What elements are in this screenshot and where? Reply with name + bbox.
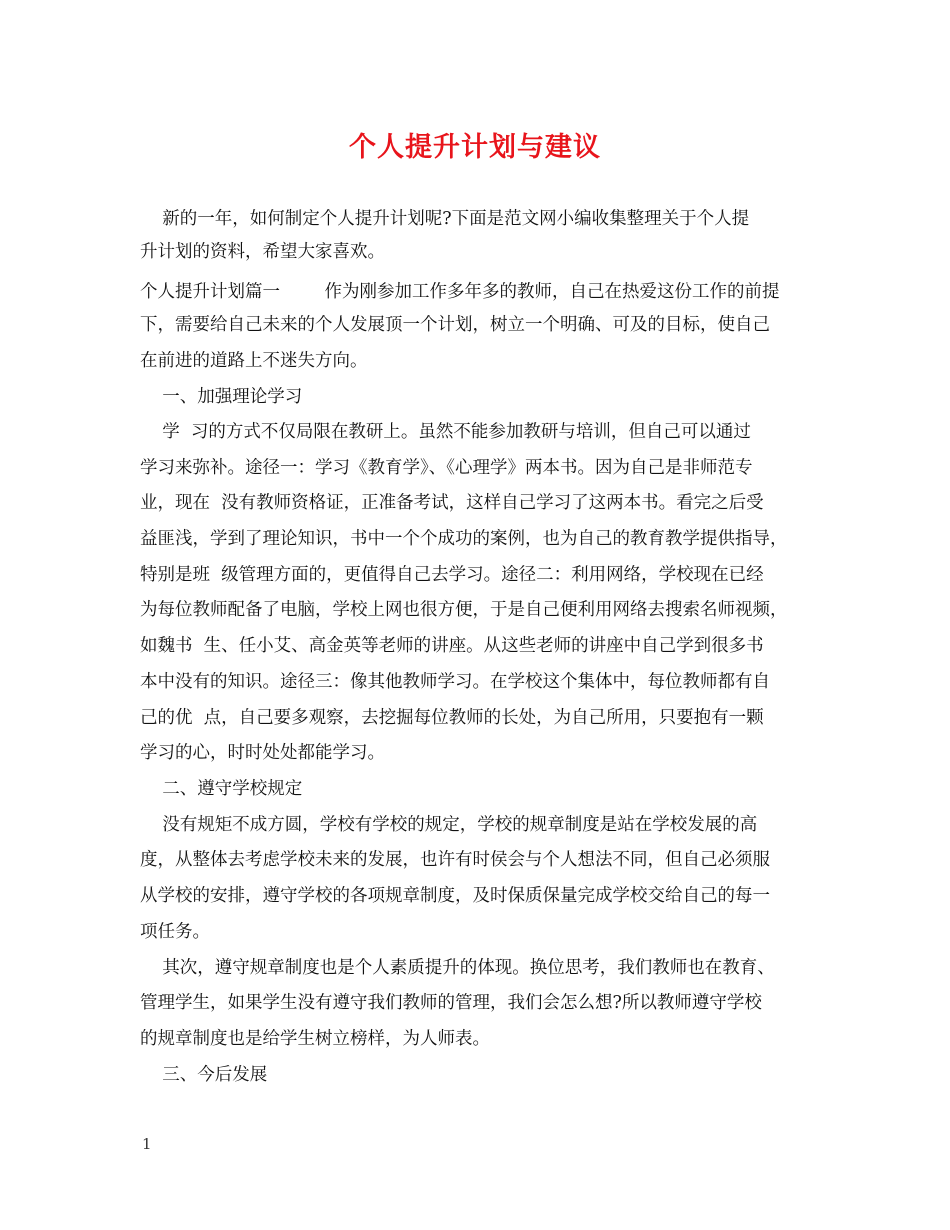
body-line: 学习的心，时时处处都能学习。 (140, 743, 385, 763)
body-line: 的规章制度也是给学生树立榜样，为人师表。 (140, 1029, 490, 1049)
body-line: 本中没有的知识。途径三：像其他教师学习。在学校这个集体中，每位教师都有自 (140, 672, 770, 692)
body-line: 在前进的道路上不迷失方向。 (140, 351, 368, 371)
body-line: 升计划的资料，希望大家喜欢。 (140, 242, 385, 262)
body-line: 个人提升计划篇一 作为刚参加工作多年多的教师，自己在热爱这份工作的前提 (140, 282, 780, 302)
body-line: 其次，遵守规章制度也是个人素质提升的体现。换位思考，我们教师也在教育、 (140, 958, 775, 978)
body-line: 学习来弥补。途径一：学习《教育学》、《心理学》两本书。因为自己是非师范专 (140, 458, 753, 478)
body-line: 下，需要给自己未来的个人发展顶一个计划，树立一个明确、可及的目标，使自己 (140, 315, 770, 335)
body-line: 学 习的方式不仅局限在教研上。虽然不能参加教研与培训，但自己可以通过 (140, 422, 751, 442)
section-heading: 三、今后发展 (140, 1065, 268, 1085)
body-line: 项任务。 (140, 922, 210, 942)
document-title: 个人提升计划与建议 (349, 132, 601, 163)
body-line: 特别是班 级管理方面的，更值得自己去学习。途径二：利用网络，学校现在已经 (140, 565, 764, 585)
section-heading: 一、加强理论学习 (140, 387, 303, 407)
body-line: 从学校的安排，遵守学校的各项规章制度，及时保质保量完成学校交给自己的每一 (140, 886, 770, 906)
body-line: 新的一年，如何制定个人提升计划呢?下面是范文网小编收集整理关于个人提 (140, 209, 750, 229)
body-line: 益匪浅，学到了理论知识，书中一个个成功的案例，也为自己的教育教学提供指导， (140, 529, 788, 549)
body-line: 己的优 点，自己要多观察，去挖掘每位教师的长处，为自己所用，只要抱有一颗 (140, 708, 764, 728)
body-line: 度，从整体去考虑学校未来的发展，也许有时侯会与个人想法不同，但自己必须服 (140, 850, 770, 870)
body-line: 没有规矩不成方圆，学校有学校的规定，学校的规章制度是站在学校发展的高 (140, 815, 758, 835)
body-line: 管理学生，如果学生没有遵守我们教师的管理，我们会怎么想?所以教师遵守学校 (140, 993, 762, 1013)
body-line: 业，现在 没有教师资格证，正准备考试，这样自己学习了这两本书。看完之后受 (140, 493, 764, 513)
section-heading: 二、遵守学校规定 (140, 779, 303, 799)
body-line: 如魏书 生、任小艾、高金英等老师的讲座。从这些老师的讲座中自己学到很多书 (140, 636, 764, 656)
page-number: 1 (142, 1135, 152, 1153)
body-line: 为每位教师配备了电脑，学校上网也很方便，于是自己便利用网络去搜索名师视频， (140, 600, 788, 620)
